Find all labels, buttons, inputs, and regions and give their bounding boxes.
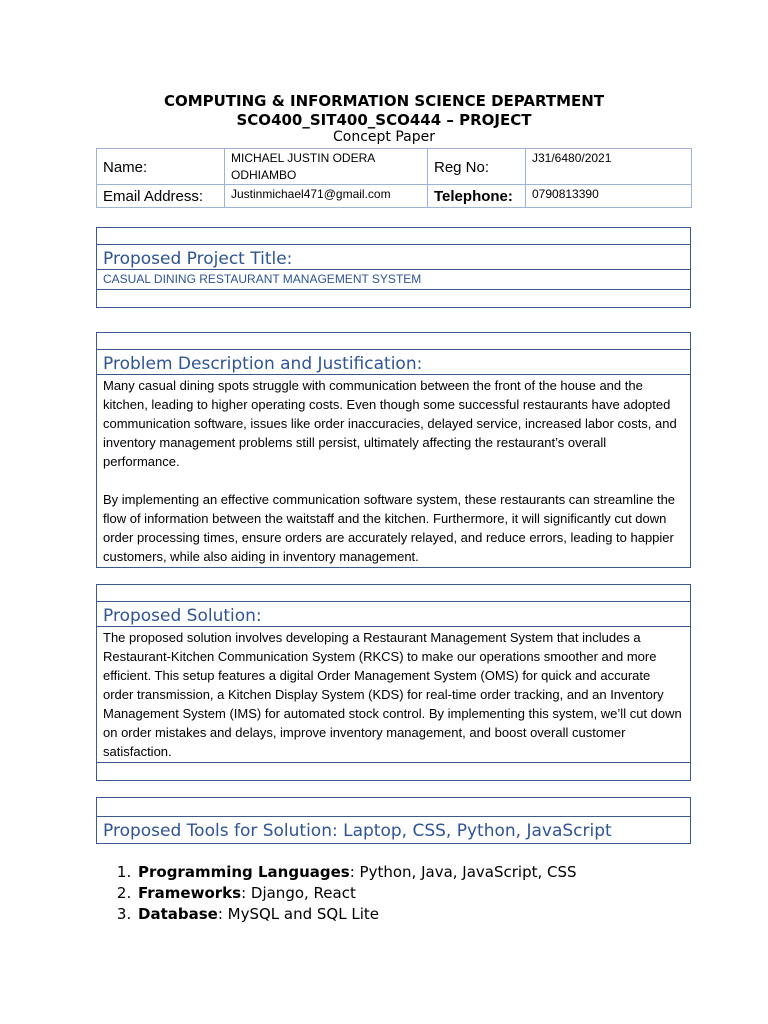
project-title-section — [96, 227, 691, 308]
tools-list — [96, 862, 696, 925]
problem-section — [96, 332, 691, 568]
project-title-heading: Proposed Project Title: — [97, 245, 690, 270]
tool-label: Programming Languages — [138, 863, 350, 881]
tool-label: Database — [138, 905, 218, 923]
phone-label: Telephone: — [428, 185, 526, 208]
email-label: Email Address: — [97, 185, 225, 208]
problem-body — [97, 375, 690, 567]
spacer-row — [97, 290, 690, 307]
reg-value: J31/6480/2021 — [526, 149, 692, 185]
email-value: Justinmichael471@gmail.com — [225, 185, 428, 208]
course-code: SCO400_SIT400_SCO444 – PROJECT — [236, 111, 532, 129]
tool-value: : Django, React — [241, 884, 356, 902]
problem-paragraph-1: Many casual dining spots struggle with communication between the front of the house and the kitchen, leading to higher operating costs. Even though some successful restaurants have adopted communication software, issues like order inaccuracies, delayed service, increased labor costs, and inventory management problems still persist, ultimately affecting the restaurant’s overall performance. — [103, 378, 677, 469]
spacer-row — [97, 585, 690, 602]
tools-heading: Proposed Tools for Solution: Laptop, CSS, Python, JavaScript — [103, 821, 612, 841]
solution-paragraph: The proposed solution involves developing a Restaurant Management System that includes a Restaurant-Kitchen Communication System (RKCS) to make our operations smoother and more efficient. This setup features a digital Order Management System (OMS) for quick and accurate order transmission, a Kitchen Display System (KDS) for real-time order tracking, and an Inventory Management System (IMS) for automated stock control. By implementing this system, we’ll cut down on order mistakes and delays, improve inventory management, and boost overall customer satisfaction. — [103, 630, 682, 759]
tool-label: Frameworks — [138, 884, 242, 902]
phone-value: 0790813390 — [526, 185, 692, 208]
name-label: Name: — [97, 149, 225, 185]
tool-value: : MySQL and SQL Lite — [217, 905, 379, 923]
spacer-row — [97, 763, 690, 780]
info-row-name — [97, 149, 692, 185]
list-item — [136, 862, 696, 883]
info-row-email — [97, 185, 692, 208]
problem-paragraph-2: By implementing an effective communication software system, these restaurants can streamline the flow of information between the waitstaff and the kitchen. Furthermore, it will significantly cut down order processing times, ensure orders are accurately relayed, and reduce errors, leading to happier customers, while also aiding in inventory management. — [103, 492, 676, 564]
document-type: Concept Paper — [333, 129, 435, 145]
solution-section — [96, 584, 691, 781]
solution-body — [97, 627, 690, 763]
spacer-row — [97, 333, 690, 350]
problem-heading: Problem Description and Justification: — [97, 350, 690, 375]
spacer-row — [97, 228, 690, 245]
project-title-value: CASUAL DINING RESTAURANT MANAGEMENT SYSTEM — [97, 270, 690, 290]
name-value: MICHAEL JUSTIN ODERA ODHIAMBO — [225, 149, 428, 185]
solution-heading: Proposed Solution: — [97, 602, 690, 627]
tool-value: : Python, Java, JavaScript, CSS — [349, 863, 577, 881]
tools-section — [96, 797, 691, 844]
student-info-table — [96, 148, 692, 208]
reg-label: Reg No: — [428, 149, 526, 185]
list-item — [136, 904, 696, 925]
spacer-row — [97, 798, 690, 817]
department-title: COMPUTING & INFORMATION SCIENCE DEPARTMENT — [163, 92, 605, 110]
list-item — [136, 883, 696, 904]
